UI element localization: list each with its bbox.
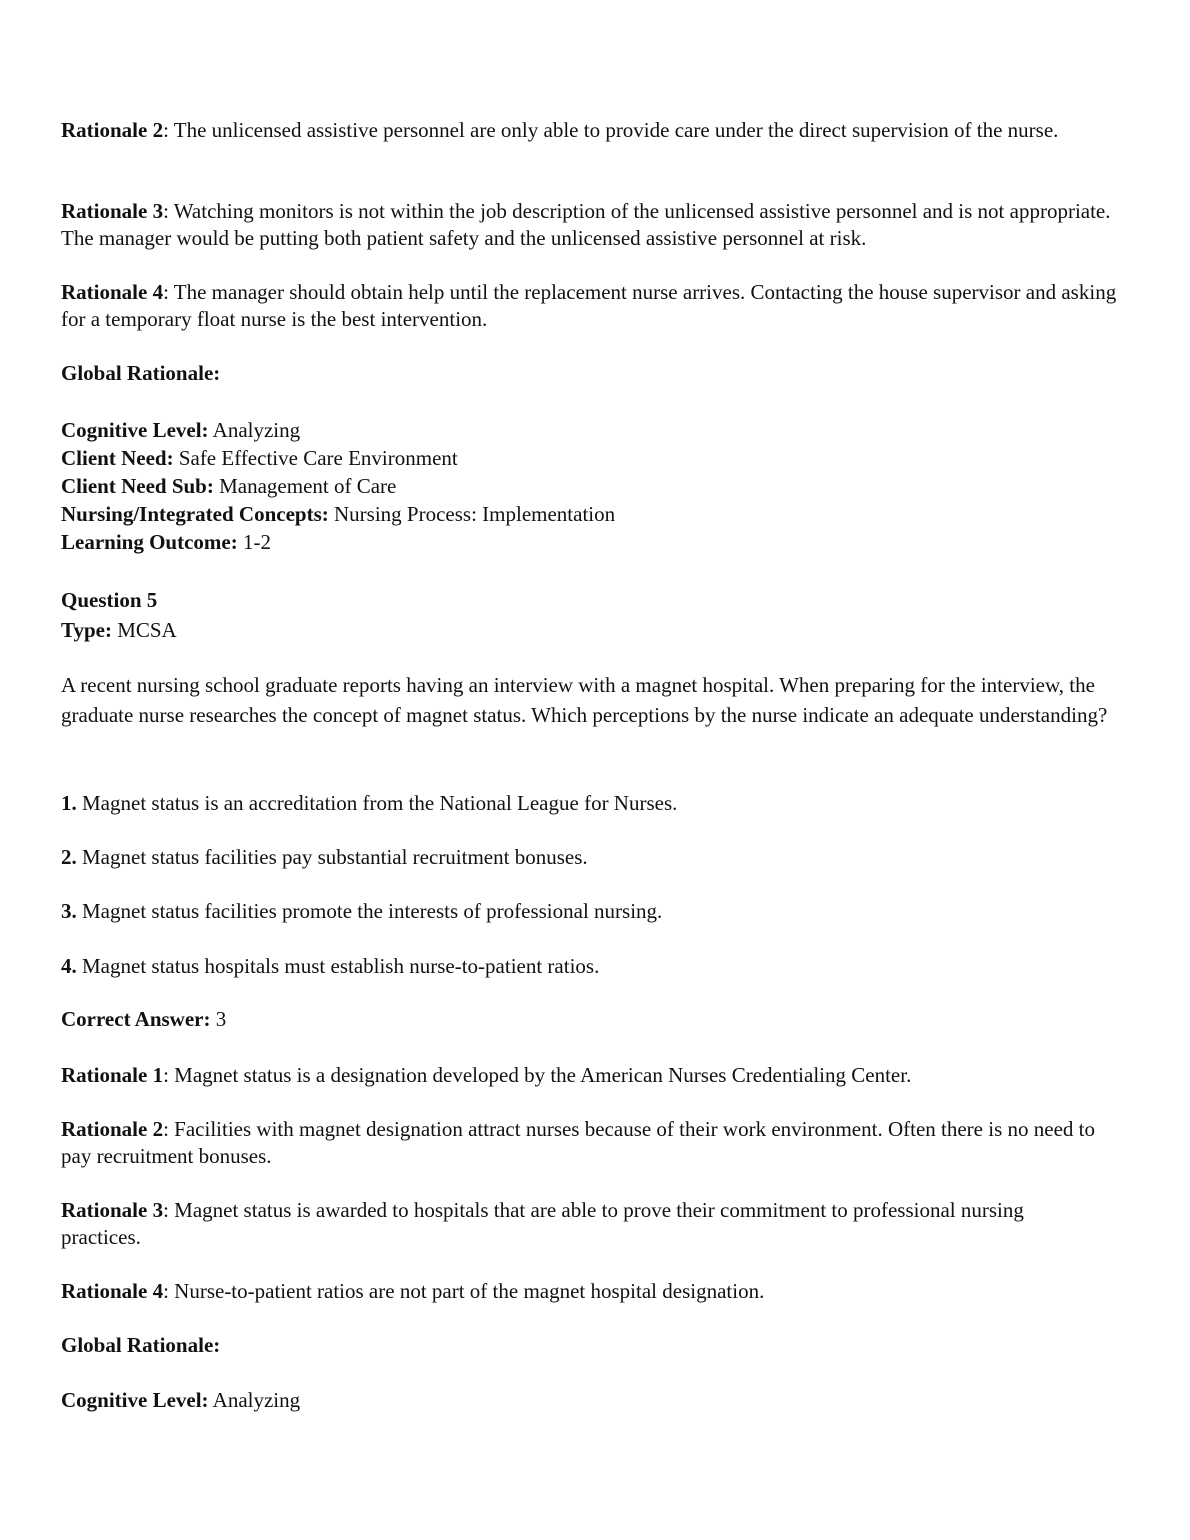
rationale-label: Rationale 2 [61, 1117, 164, 1141]
option-number: 1. [61, 791, 77, 815]
q4-rationale-2 [61, 117, 1141, 144]
rationale-label: Rationale 4 [61, 280, 164, 304]
rationale-label: Rationale 3 [61, 199, 164, 223]
q5-global-rationale [61, 1332, 1141, 1359]
rationale-text: : Nurse-to-patient ratios are not part of the magnet hospital designation. [163, 1279, 765, 1303]
rationale-label: Rationale 2 [61, 118, 164, 142]
q5-rationale-4 [61, 1278, 1141, 1305]
meta-value: Analyzing [208, 1388, 301, 1412]
meta-value: Safe Effective Care Environment [173, 446, 458, 470]
rationale-text: : The unlicensed assistive personnel are only able to provide care under the direct supervision of the nurse. [163, 118, 1059, 142]
meta-label: Client Need: [61, 446, 174, 470]
option-3 [61, 898, 1141, 925]
rationale-text: : The manager should obtain help until the replacement nurse arrives. Contacting the house supervisor and asking for a temporary float nurse is the best intervention. [61, 280, 1117, 331]
meta-label: Cognitive Level: [61, 1388, 209, 1412]
meta-value: Nursing Process: Implementation [328, 502, 616, 526]
option-text: Magnet status facilities pay substantial recruitment bonuses. [76, 845, 588, 869]
option-1 [61, 790, 1141, 817]
meta-value: 1-2 [237, 530, 271, 554]
option-text: Magnet status hospitals must establish nurse-to-patient ratios. [76, 954, 600, 978]
q4-global-rationale [61, 360, 1141, 387]
global-rationale-heading: Global Rationale: [61, 1333, 221, 1357]
meta-client-need [61, 444, 1141, 472]
meta-label: Cognitive Level: [61, 418, 209, 442]
option-4 [61, 953, 1141, 980]
q4-rationale-4 [61, 279, 1136, 333]
type-value: MCSA [111, 618, 177, 642]
meta-nursing-concepts [61, 500, 1141, 528]
q5-rationale-1 [61, 1062, 1141, 1089]
correct-answer [61, 1006, 1141, 1033]
q5-header [61, 585, 1141, 645]
option-text: Magnet status facilities promote the interests of professional nursing. [76, 899, 663, 923]
meta-label: Client Need Sub: [61, 474, 214, 498]
rationale-text: : Facilities with magnet designation attract nurses because of their work environment. Often there is no need to pay recruitment bonuses. [61, 1117, 1095, 1168]
meta-value: Management of Care [213, 474, 397, 498]
rationale-text: : Watching monitors is not within the job description of the unlicensed assistive personnel and is not appropriate. The manager would be putting both patient safety and the unlicensed assistive personnel at risk. [61, 199, 1111, 250]
question-type [61, 615, 1141, 645]
question-stem: A recent nursing school graduate reports having an interview with a magnet hospital. When preparing for the interview, the graduate nurse researches the concept of magnet status. Which perceptions by the nurse indicate an adequate understanding? [61, 673, 1108, 727]
option-2 [61, 844, 1141, 871]
q5-cognitive-level [61, 1387, 1141, 1414]
q4-metadata [61, 416, 1141, 556]
rationale-label: Rationale 3 [61, 1198, 164, 1222]
option-text: Magnet status is an accreditation from the National League for Nurses. [76, 791, 678, 815]
global-rationale-heading: Global Rationale: [61, 361, 221, 385]
rationale-label: Rationale 1 [61, 1063, 164, 1087]
option-number: 2. [61, 845, 77, 869]
correct-answer-value: 3 [210, 1007, 227, 1031]
q5-rationale-2 [61, 1116, 1121, 1170]
option-number: 4. [61, 954, 77, 978]
meta-client-need-sub [61, 472, 1141, 500]
option-number: 3. [61, 899, 77, 923]
meta-label: Nursing/Integrated Concepts: [61, 502, 329, 526]
q4-rationale-3 [61, 198, 1141, 252]
q5-rationale-3 [61, 1197, 1071, 1251]
meta-label: Learning Outcome: [61, 530, 238, 554]
type-label: Type: [61, 618, 112, 642]
rationale-text: : Magnet status is a designation developed by the American Nurses Credentialing Center. [163, 1063, 912, 1087]
meta-value: Analyzing [208, 418, 301, 442]
meta-cognitive-level [61, 416, 1141, 444]
correct-answer-label: Correct Answer: [61, 1007, 211, 1031]
question-title: Question 5 [61, 588, 158, 612]
rationale-text: : Magnet status is awarded to hospitals that are able to prove their commitment to professional nursing practices. [61, 1198, 1024, 1249]
meta-learning-outcome [61, 528, 1141, 556]
rationale-label: Rationale 4 [61, 1279, 164, 1303]
